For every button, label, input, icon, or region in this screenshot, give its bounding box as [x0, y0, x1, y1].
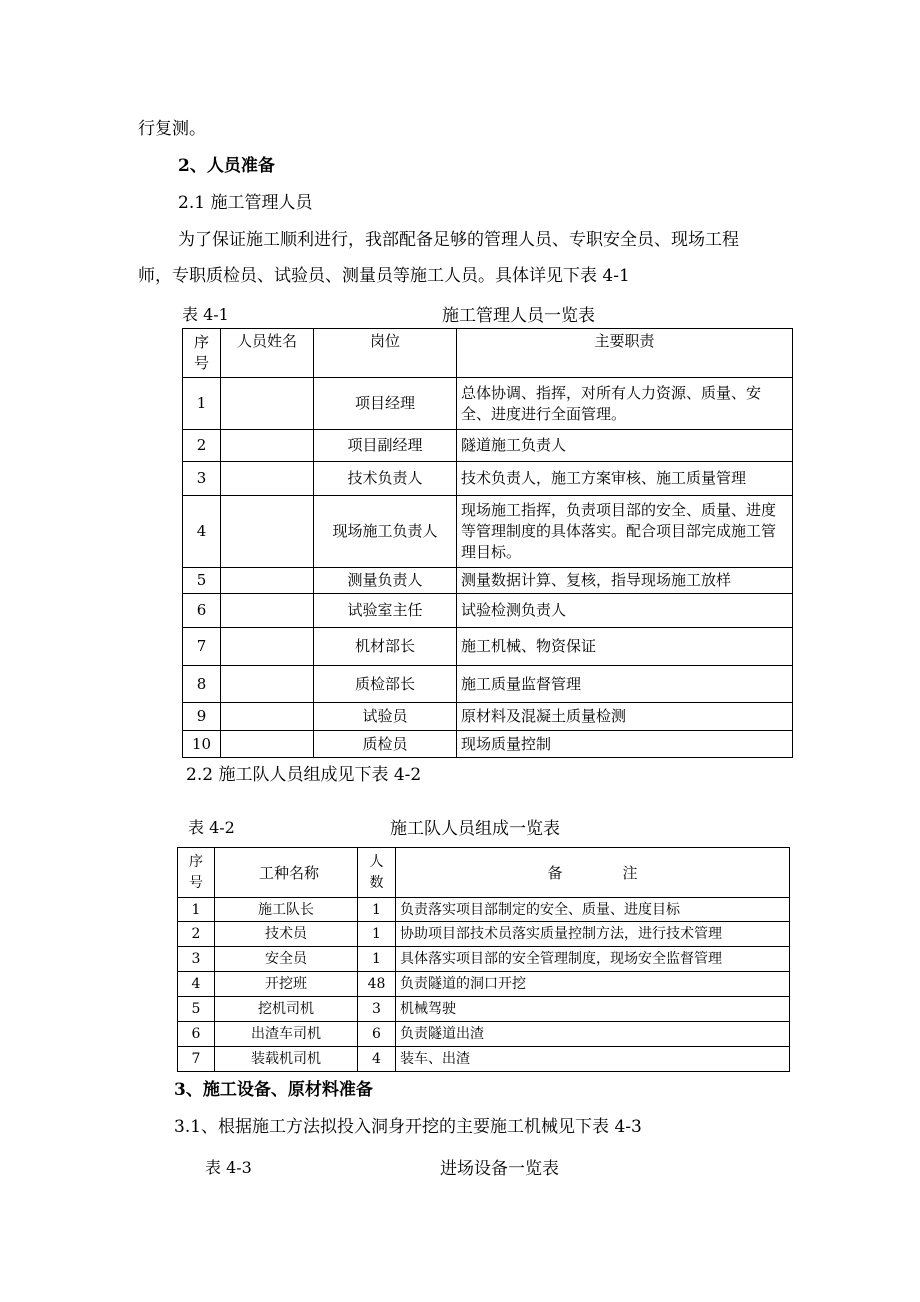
row-name	[221, 462, 314, 496]
row-seq: 9	[183, 703, 221, 731]
header-seq: 序号	[178, 848, 215, 898]
paragraph-line-2: 师，专职质检员、试验员、测量员等施工人员。具体详见下表 4-1	[138, 266, 630, 286]
row-name	[221, 496, 314, 568]
header-duty: 主要职责	[457, 329, 793, 378]
row-count: 4	[358, 1047, 396, 1072]
row-name	[221, 703, 314, 731]
section-2-title: 2、人员准备	[178, 156, 275, 176]
row-seq: 5	[183, 568, 221, 594]
table-row	[183, 666, 793, 703]
table-row	[178, 997, 790, 1022]
row-name	[221, 594, 314, 628]
row-name	[221, 378, 314, 430]
row-post: 技术负责人	[314, 462, 457, 496]
table-row	[183, 378, 793, 430]
table-row	[183, 462, 793, 496]
row-duty: 原材料及混凝土质量检测	[457, 703, 793, 731]
row-duty: 现场质量控制	[457, 731, 793, 758]
row-remark: 负责隧道出渣	[396, 1022, 790, 1047]
row-post: 质检部长	[314, 666, 457, 703]
header-remark: 备 注	[396, 848, 790, 898]
row-remark: 负责隧道的洞口开挖	[396, 972, 790, 997]
row-remark: 负责落实项目部制定的安全、质量、进度目标	[396, 898, 790, 922]
row-post: 试验员	[314, 703, 457, 731]
row-count: 3	[358, 997, 396, 1022]
table-4-1-title: 施工管理人员一览表	[442, 306, 595, 326]
row-post: 现场施工负责人	[314, 496, 457, 568]
table-row	[178, 922, 790, 947]
table-4-2-title: 施工队人员组成一览表	[390, 819, 560, 839]
row-name	[221, 568, 314, 594]
row-remark: 装车、出渣	[396, 1047, 790, 1072]
row-post: 机材部长	[314, 628, 457, 666]
row-seq: 3	[178, 947, 215, 972]
row-post: 试验室主任	[314, 594, 457, 628]
row-count: 1	[358, 947, 396, 972]
row-duty: 试验检测负责人	[457, 594, 793, 628]
row-type: 技术员	[215, 922, 358, 947]
header-seq: 序号	[183, 329, 221, 378]
row-seq: 5	[178, 997, 215, 1022]
header-count: 人数	[358, 848, 396, 898]
table-row	[183, 628, 793, 666]
row-type: 开挖班	[215, 972, 358, 997]
row-duty: 总体协调、指挥，对所有人力资源、质量、安全、进度进行全面管理。	[457, 378, 793, 430]
section-3-title: 3、施工设备、原材料准备	[174, 1080, 373, 1100]
table-row	[183, 430, 793, 462]
row-name	[221, 666, 314, 703]
row-seq: 8	[183, 666, 221, 703]
row-name	[221, 430, 314, 462]
table-row	[183, 703, 793, 731]
row-post: 项目副经理	[314, 430, 457, 462]
row-remark: 协助项目部技术员落实质量控制方法，进行技术管理	[396, 922, 790, 947]
row-remark: 具体落实项目部的安全管理制度，现场安全监督管理	[396, 947, 790, 972]
continuation-text: 行复测。	[138, 119, 206, 139]
table-row	[183, 496, 793, 568]
row-seq: 7	[178, 1047, 215, 1072]
table-row	[178, 1047, 790, 1072]
row-name	[221, 628, 314, 666]
row-duty: 隧道施工负责人	[457, 430, 793, 462]
row-type: 出渣车司机	[215, 1022, 358, 1047]
table-row	[178, 1022, 790, 1047]
row-count: 6	[358, 1022, 396, 1047]
row-post: 项目经理	[314, 378, 457, 430]
table-4-3-title: 进场设备一览表	[440, 1159, 559, 1179]
construction-team-table	[177, 847, 790, 1072]
row-duty: 测量数据计算、复核，指导现场施工放样	[457, 568, 793, 594]
row-seq: 6	[183, 594, 221, 628]
row-seq: 2	[183, 430, 221, 462]
table-row	[183, 594, 793, 628]
row-count: 48	[358, 972, 396, 997]
table-4-3-number: 表 4-3	[205, 1158, 252, 1177]
header-type: 工种名称	[215, 848, 358, 898]
row-duty: 施工机械、物资保证	[457, 628, 793, 666]
table-row	[178, 947, 790, 972]
row-duty: 技术负责人，施工方案审核、施工质量管理	[457, 462, 793, 496]
row-seq: 6	[178, 1022, 215, 1047]
row-count: 1	[358, 898, 396, 922]
row-seq: 2	[178, 922, 215, 947]
row-seq: 7	[183, 628, 221, 666]
table-header-row	[183, 329, 793, 378]
table-header-row	[178, 848, 790, 898]
header-post: 岗位	[314, 329, 457, 378]
paragraph-line-1: 为了保证施工顺利进行，我部配备足够的管理人员、专职安全员、现场工程	[178, 230, 739, 250]
row-type: 挖机司机	[215, 997, 358, 1022]
row-type: 施工队长	[215, 898, 358, 922]
row-duty: 施工质量监督管理	[457, 666, 793, 703]
row-type: 装载机司机	[215, 1047, 358, 1072]
row-type: 安全员	[215, 947, 358, 972]
row-count: 1	[358, 922, 396, 947]
header-name: 人员姓名	[221, 329, 314, 378]
row-seq: 1	[183, 378, 221, 430]
row-seq: 4	[183, 496, 221, 568]
section-2-2-title: 2.2 施工队人员组成见下表 4-2	[186, 765, 422, 785]
row-duty: 现场施工指挥，负责项目部的安全、质量、进度等管理制度的具体落实。配合项目部完成施工管理目标。	[457, 496, 793, 568]
row-seq: 4	[178, 972, 215, 997]
management-staff-table	[182, 328, 793, 758]
row-seq: 1	[178, 898, 215, 922]
table-row	[178, 898, 790, 922]
row-seq: 3	[183, 462, 221, 496]
row-post: 质检员	[314, 731, 457, 758]
table-row	[183, 568, 793, 594]
table-4-2-number: 表 4-2	[188, 818, 235, 837]
row-seq: 10	[183, 731, 221, 758]
row-remark: 机械驾驶	[396, 997, 790, 1022]
section-2-1-title: 2.1 施工管理人员	[178, 193, 313, 213]
row-name	[221, 731, 314, 758]
table-row	[183, 731, 793, 758]
table-row	[178, 972, 790, 997]
row-post: 测量负责人	[314, 568, 457, 594]
section-3-1-title: 3.1、根据施工方法拟投入洞身开挖的主要施工机械见下表 4-3	[174, 1117, 642, 1137]
table-4-1-number: 表 4-1	[182, 305, 229, 324]
